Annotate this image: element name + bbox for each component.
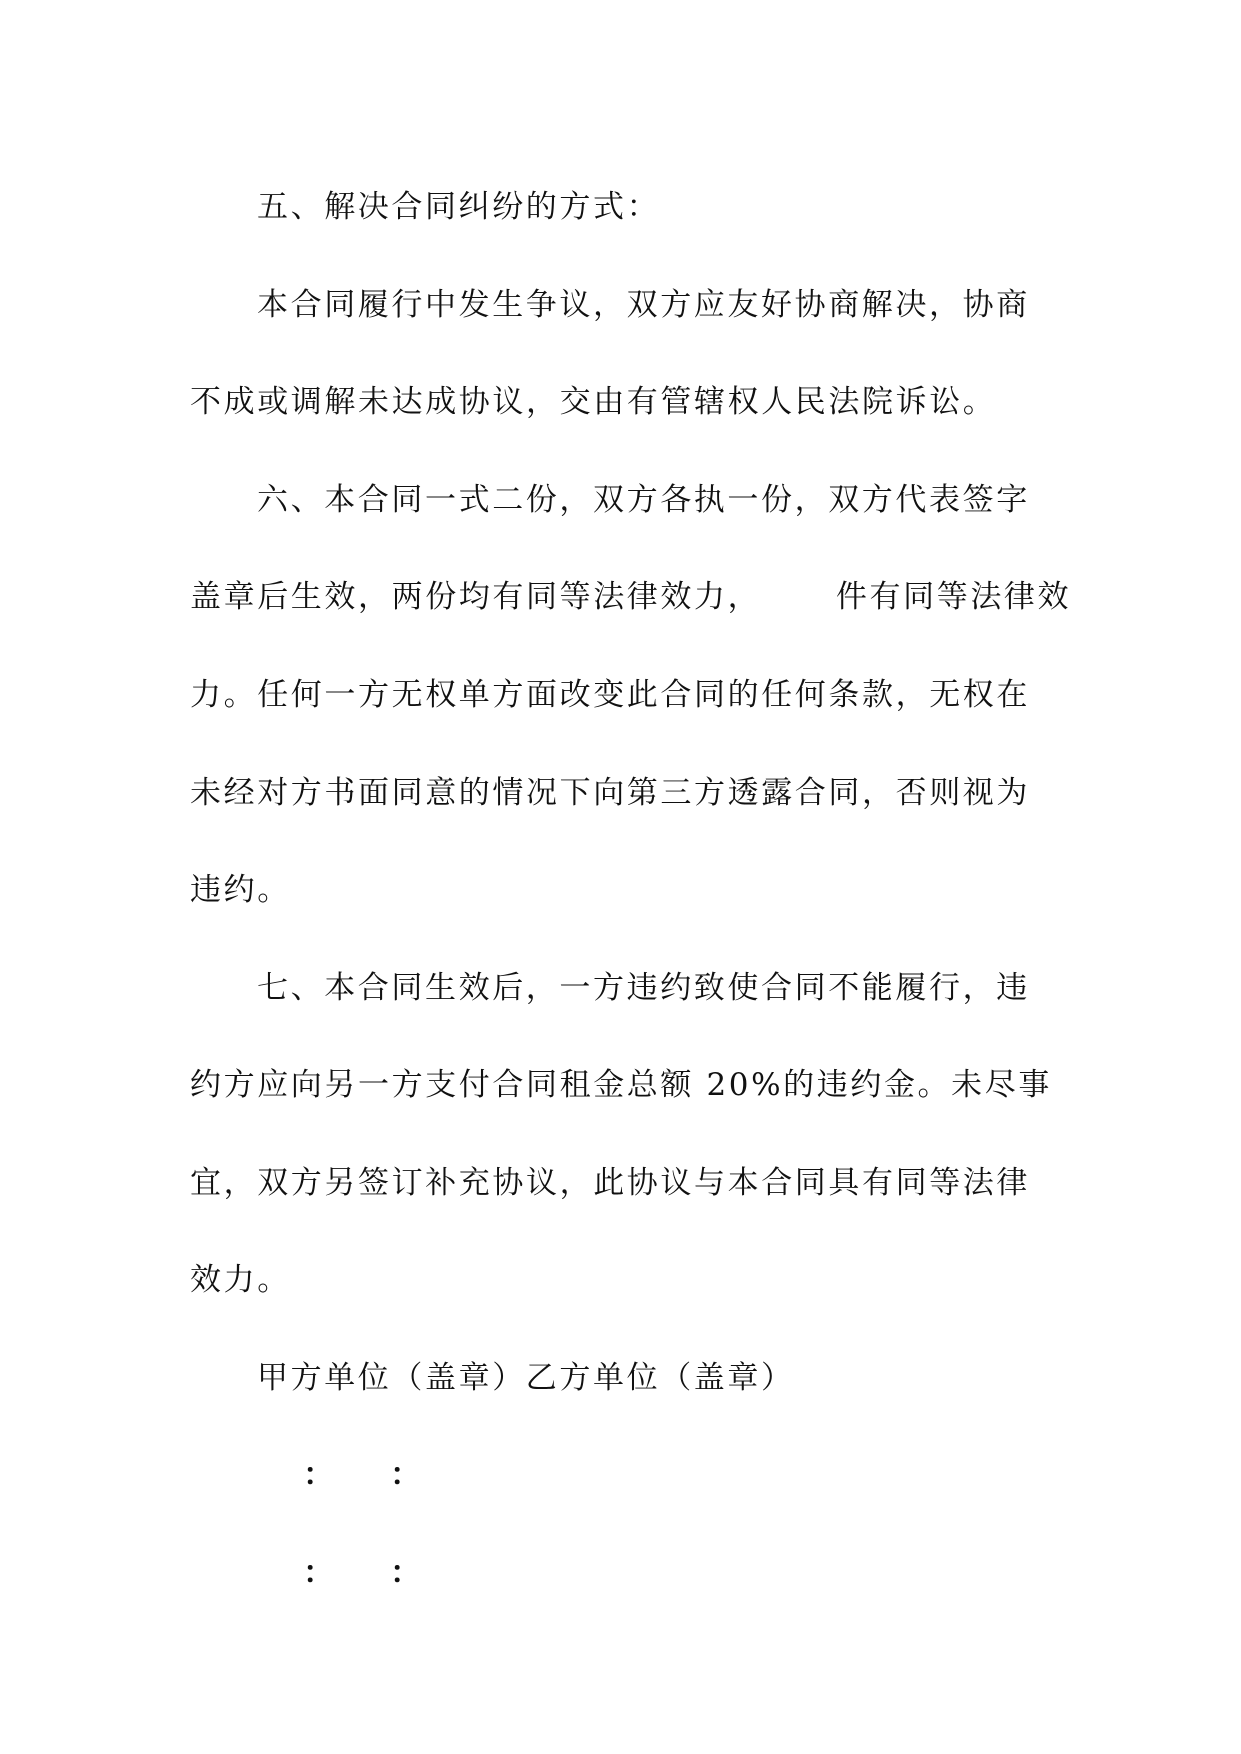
paragraph-line: 力。任何一方无权单方面改变此合同的任何条款，无权在: [190, 677, 1030, 713]
paragraph-line: 六、本合同一式二份，双方各执一份，双方代表签字: [257, 482, 1030, 518]
signature-colon-left: ：: [303, 1457, 334, 1493]
signature-colon-right: ：: [390, 1457, 421, 1493]
paragraph-line: 七、本合同生效后，一方违约致使合同不能履行，违: [257, 970, 1030, 1006]
section-heading-dispute-resolution: 五、解决合同纠纷的方式：: [257, 189, 661, 225]
paragraph-line: 效力。: [190, 1262, 291, 1298]
signature-colon-right: ：: [390, 1555, 421, 1591]
paragraph-line: 违约。: [190, 872, 291, 908]
paragraph-line: 盖章后生效，两份均有同等法律效力， 件有同等法律效: [190, 579, 1072, 615]
signature-colon-left: ：: [303, 1555, 334, 1591]
paragraph-line: 约方应向另一方支付合同租金总额 20%的违约金。未尽事: [190, 1067, 1052, 1103]
paragraph-line: 不成或调解未达成协议，交由有管辖权人民法院诉讼。: [190, 384, 997, 420]
paragraph-line: 本合同履行中发生争议，双方应友好协商解决，协商: [257, 287, 1030, 323]
paragraph-line: 宜，双方另签订补充协议，此协议与本合同具有同等法律: [190, 1165, 1030, 1201]
signature-parties-line: 甲方单位（盖章）乙方单位（盖章）: [257, 1360, 795, 1396]
paragraph-line: 未经对方书面同意的情况下向第三方透露合同，否则视为: [190, 775, 1030, 811]
